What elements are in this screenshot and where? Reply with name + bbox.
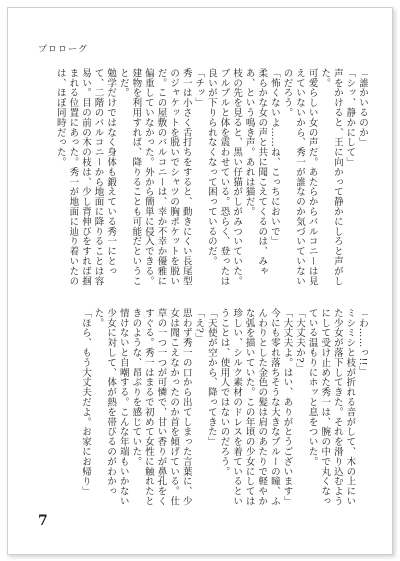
- chapter-title: プロローグ: [38, 45, 89, 55]
- book-page: [7, 7, 393, 555]
- text-block-top: 「誰かいるのか」 「シッ、静かにして」 声をかけると、王に向かって静かにしろと声がした。 可愛らしい女の声だ。あたらからバルコニーは見えていないから、秀一が誰なのか気づいていないのだろう。 「怖くないよ……ね、こっちにおいで」 柔らかな女の声と共に聞こえてくるのは、みゃあ、という鳴き声。あれは猫だ。 枝の先を見ると、黒い仔猫がしがみついていた。ブルブルと体を震わせている。恐らく、登ったは良いが下りられなくなって困っているのだ。 「チッ」 秀一は小さく舌打ちをすると、動きにくい長尾型のジャケットを脱いでシャツの胸ポケットを脱いだ。この屋敷のバルコニーは、幸か不幸か優雅に偏重していなかった。外から簡単に侵入できる。建物を利用すれば、降りることも可能だということだ。 勉学だけではなく身体も鍛えている秀一にとって、二階のバルコニーから地面に降りることは容易い。目の前の木の枝は、少し背伸びをすれば掴まれる位置にあった。秀一が地面に辿り着いたのは、ほぼ同時だった。: [54, 68, 368, 286]
- page-number: 7: [38, 513, 48, 529]
- text-block-bottom: 「わ……っ!!」 ミシミシと枝が折れる音がして、木の上にいた少女が落下してきた。それを滑り込むようにして受け止めた秀一は、腕の中で丸くなっている温もりにホッと息をついた。 「大丈夫か?」 「大丈夫よ。はい、ありがとうございます」 今にも零れ落ちそうな大きなブルーの瞳、ふんわりとした金色の髪は肩のあたりで軽やかな弧を描いていた。この年頃の少女にしては珍しい、シルク素材のドレスを着ているということは、使用人ではないのだろう。 「天使が空から、降ってきた」 「え?」 思わず秀一の口から出てしまった言葉に、少女は聞こえなかったのか首を傾げている。仕草の一つ一つが可憐で、甘い香りが鼻孔をくすぐる。秀一はまるで初めて女性に触れたときのような、昂ぶりを感じていた。 情けないと自嘲する。こんな年端もいかない少女に対して、体が熱を帯びるのがわかった。 「ほら、もう大丈夫だよ。お家にお帰り」: [79, 308, 368, 506]
